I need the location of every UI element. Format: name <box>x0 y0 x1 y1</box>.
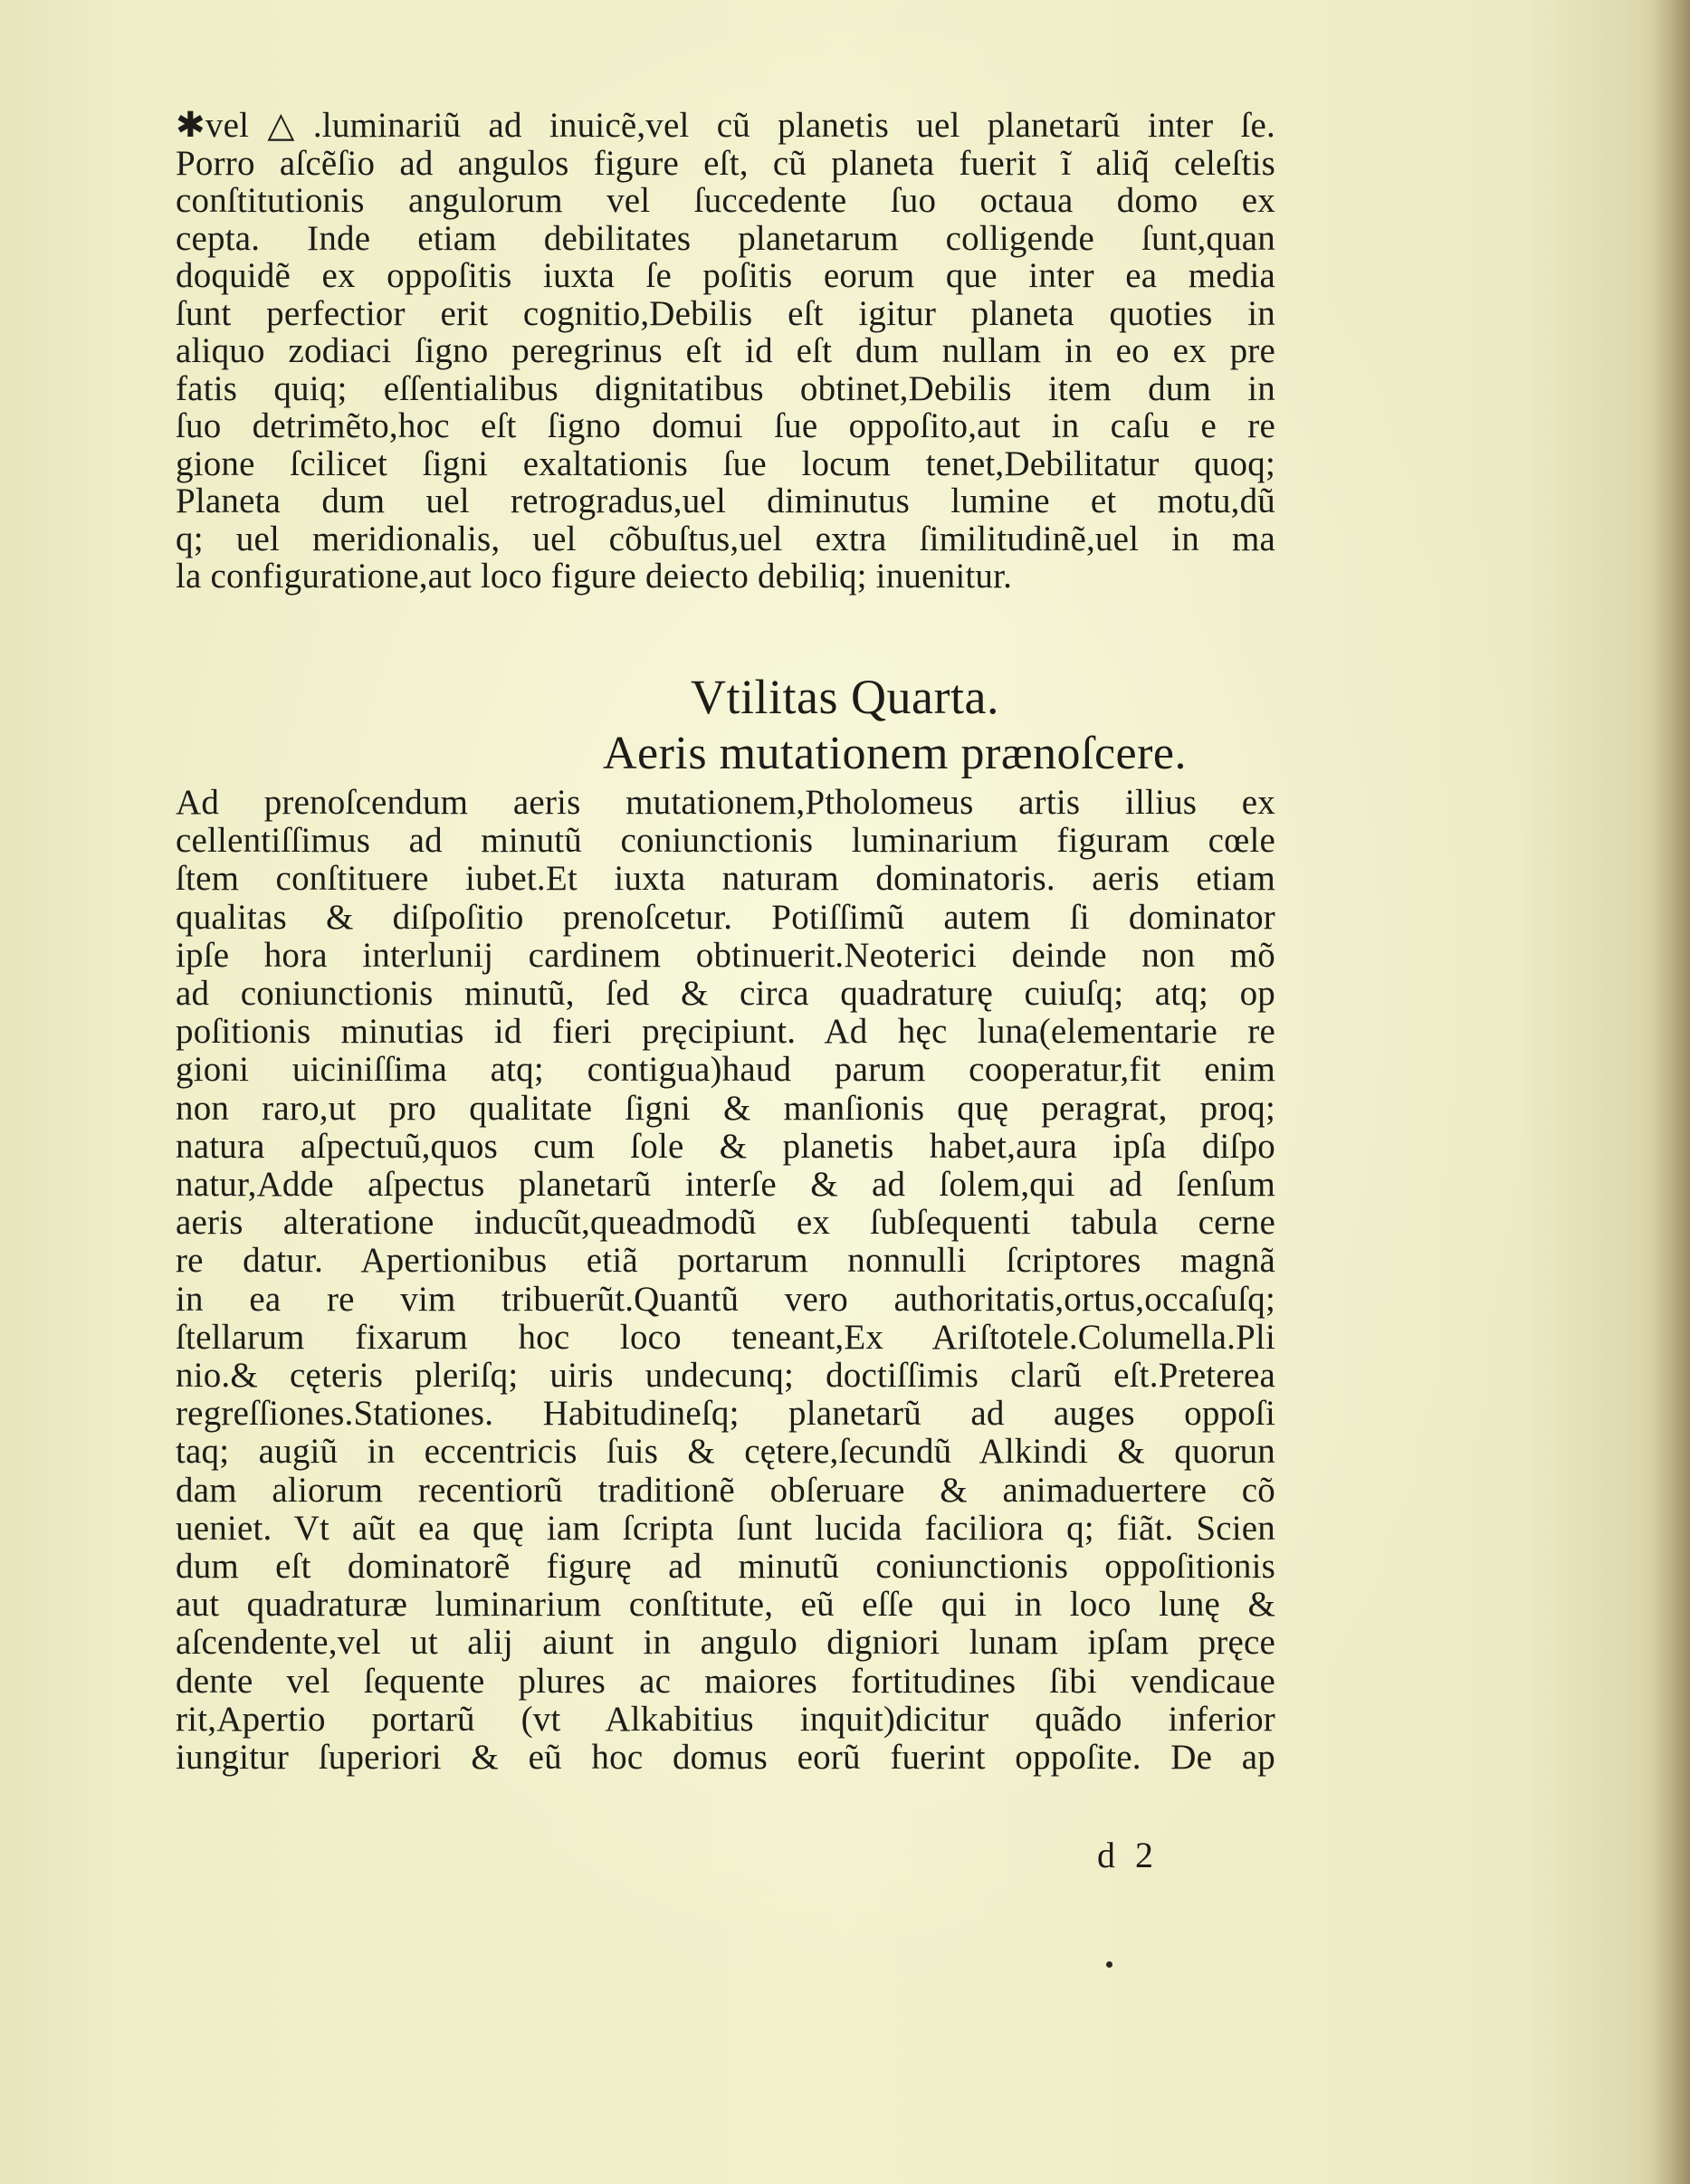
text-line: aeris alteratione inducũt,queadmodũ ex ſubſequenti tabula cerne <box>176 1203 1275 1243</box>
text-line: Planeta dum uel retrogradus,uel diminutus lumine et motu,dũ <box>176 482 1275 520</box>
text-line: dam aliorum recentiorũ traditionẽ obſeruare & animaduertere cõ <box>176 1470 1275 1510</box>
text-line: natur,Adde aſpectus planetarũ interſe & ad ſolem,qui ad ſenſum <box>176 1165 1275 1205</box>
text-line: poſitionis minutias id fieri pręcipiunt. Ad hęc luna(elementarie re <box>176 1012 1275 1052</box>
text-line: fatis quiq; eſſentialibus dignitatibus obtinet,Debilis item dum in <box>176 368 1275 408</box>
text-line: in ea re vim tribuerũt.Quantũ vero authoritatis,ortus,occaſuſq; <box>176 1279 1275 1319</box>
text-line: dum eſt dominatorẽ figurę ad minutũ coniunctionis oppoſitionis <box>176 1547 1275 1587</box>
ink-speck <box>1106 1961 1112 1968</box>
text-line: ipſe hora interlunij cardinem obtinuerit.Neoterici deinde non mõ <box>176 935 1275 975</box>
paragraph-top <box>176 107 1275 596</box>
text-line: non raro,ut pro qualitate ſigni & manſionis quę peragrat, proq; <box>176 1088 1275 1128</box>
text-line: aſcendente,vel ut alij aiunt in angulo digniori lunam ipſam pręce <box>176 1623 1275 1663</box>
text-line: regreſſiones.Stationes. Habitudineſq; planetarũ ad auges oppoſi <box>176 1394 1275 1434</box>
text-line: gione ſcilicet ſigni exaltationis ſue locum tenet,Debilitatur quoq; <box>176 443 1275 483</box>
text-line: cepta. Inde etiam debilitates planetarum colligende ſunt,quan <box>176 218 1275 258</box>
text-line: aliquo zodiaci ſigno peregrinus eſt id eſt dum nullam in eo ex pre <box>176 331 1275 370</box>
text-line: rit,Apertio portarũ (vt Alkabitius inquit)dicitur quãdo inferior <box>176 1699 1275 1739</box>
text-line: doquidẽ ex oppoſitis iuxta ſe poſitis eorum que inter ea media <box>176 256 1275 295</box>
text-line: ueniet. Vt aũt ea quę iam ſcripta ſunt lucida faciliora q; fiãt. Scien <box>176 1508 1275 1548</box>
text-line: qualitas & diſpoſitio prenoſcetur. Potiſſimũ autem ſi dominator <box>176 897 1275 937</box>
text-line: nio.& cęteris pleriſq; uiris undecunq; doctiſſimis clarũ eſt.Preterea <box>176 1356 1275 1396</box>
text-line: re datur. Apertionibus etiã portarum nonnulli ſcriptores magnã <box>176 1241 1275 1281</box>
text-line: taq; augiũ in eccentricis ſuis & cętere,ſecundũ Alkindi & quorun <box>176 1432 1275 1472</box>
text-line: q; uel meridionalis, uel cõbuſtus,uel extra ſimilitudinẽ,uel in ma <box>176 519 1275 558</box>
paragraph-main <box>176 784 1275 1777</box>
section-subheading: Aeris mutationem prænoſcere. <box>602 728 1188 779</box>
text-line: iungitur ſuperiori & eũ hoc domus eorũ fuerint oppoſite. De ap <box>176 1738 1275 1778</box>
page-edge-shadow <box>1650 0 1690 2184</box>
text-line: ſunt perfectior erit cognitio,Debilis eſt igitur planeta quoties in <box>176 293 1275 333</box>
text-line: ad coniunctionis minutũ, ſed & circa quadraturę cuiuſq; atq; op <box>176 974 1275 1014</box>
text-line: Ad prenoſcendum aeris mutationem,Ptholomeus artis illius ex <box>176 783 1275 822</box>
section-heading: Vtilitas Quarta. <box>691 670 999 724</box>
signature-mark: d 2 <box>1097 1835 1159 1875</box>
text-line: cellentiſſimus ad minutũ coniunctionis luminarium figuram cœle <box>176 821 1275 861</box>
text-line: natura aſpectuũ,quos cum ſole & planetis habet,aura ipſa diſpo <box>176 1126 1275 1166</box>
text-line: la configuratione,aut loco figure deiecto debiliq; inuenitur. <box>176 557 1013 596</box>
text-line: ſtellarum fixarum hoc loco teneant,Ex Ariſtotele.Columella.Pli <box>176 1317 1275 1357</box>
text-line: Porro aſcẽſio ad angulos figure eſt, cũ planeta fuerit ĩ aliq̃ celeſtis <box>176 143 1275 183</box>
text-line: dente vel ſequente plures ac maiores fortitudines ſibi vendicaue <box>176 1661 1275 1701</box>
text-line: gioni uiciniſſima atq; contigua)haud parum cooperatur,fit enim <box>176 1050 1275 1090</box>
text-line: aut quadraturæ luminarium conſtitute, eũ eſſe qui in loco lunę & <box>176 1585 1275 1625</box>
text-line: ſuo detrimẽto,hoc eſt ſigno domui ſue oppoſito,aut in caſu e re <box>176 406 1275 445</box>
text-line: ✱vel△.luminariũ ad inuicẽ,vel cũ planetis uel planetarũ inter ſe. <box>176 106 1275 145</box>
text-line: conſtitutionis angulorum vel ſuccedente ſuo octaua domo ex <box>176 181 1275 220</box>
text-line: ſtem conſtituere iubet.Et iuxta naturam dominatoris. aeris etiam <box>176 859 1275 899</box>
